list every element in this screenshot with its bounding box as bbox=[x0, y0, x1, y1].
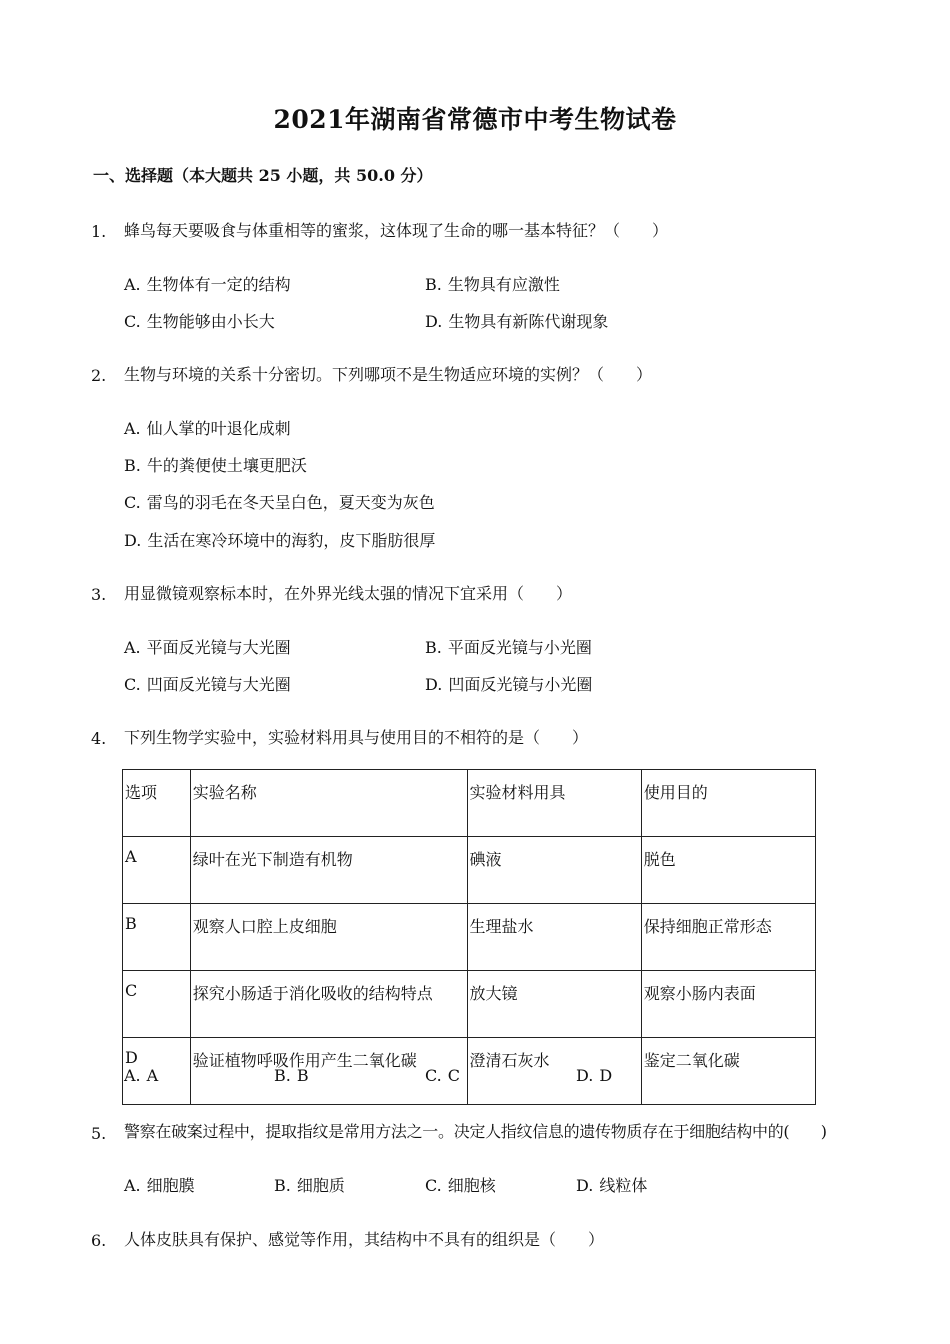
option-c bbox=[124, 672, 291, 695]
table-cell: 鉴定二氧化碳 bbox=[641, 1038, 815, 1105]
option-a bbox=[124, 635, 291, 658]
question-text: 用显微镜观察标本时，在外界光线太强的情况下宜采用（ ） bbox=[124, 584, 573, 603]
table-cell: 生理盐水 bbox=[467, 904, 641, 971]
table-row bbox=[123, 837, 816, 904]
option-text: 凹面反光镜与小光圈 bbox=[448, 675, 593, 694]
option-text: 生物具有新陈代谢现象 bbox=[448, 312, 609, 331]
option-text: A bbox=[146, 1066, 159, 1085]
option-text: 雷鸟的羽毛在冬天呈白色，夏天变为灰色 bbox=[146, 493, 435, 512]
option-d bbox=[124, 528, 435, 551]
option-letter: D. bbox=[576, 1176, 594, 1195]
option-d bbox=[576, 1173, 647, 1196]
option-d bbox=[576, 1066, 612, 1085]
table-row bbox=[123, 904, 816, 971]
option-text: C bbox=[447, 1066, 461, 1085]
table-cell: D bbox=[123, 1038, 191, 1105]
option-a bbox=[124, 1066, 158, 1085]
question-text: 人体皮肤具有保护、感觉等作用，其结构中不具有的组织是（ ） bbox=[124, 1230, 605, 1249]
table-cell: 验证植物呼吸作用产生二氧化碳 bbox=[190, 1038, 467, 1105]
option-text: 线粒体 bbox=[599, 1176, 648, 1195]
option-letter: C. bbox=[124, 493, 141, 512]
table-cell: 脱色 bbox=[641, 837, 815, 904]
experiment-table bbox=[122, 769, 816, 1105]
table-cell: 探究小肠适于消化吸收的结构特点 bbox=[190, 971, 467, 1038]
option-c bbox=[425, 1066, 460, 1085]
option-letter: D. bbox=[425, 675, 443, 694]
option-letter: D. bbox=[425, 312, 443, 331]
option-letter: A. bbox=[124, 1066, 141, 1085]
table-cell: C bbox=[123, 971, 191, 1038]
option-a bbox=[124, 1173, 195, 1196]
section-heading: 一、选择题（本大题共 25 小题，共 50.0 分） bbox=[93, 166, 433, 185]
option-letter: C. bbox=[124, 312, 141, 331]
table-header-cell: 使用目的 bbox=[641, 770, 815, 837]
option-b bbox=[124, 453, 307, 476]
option-b bbox=[274, 1173, 345, 1196]
table-cell: 放大镜 bbox=[467, 971, 641, 1038]
option-a bbox=[124, 272, 291, 295]
option-letter: B. bbox=[425, 638, 442, 657]
option-text: D bbox=[599, 1066, 613, 1085]
option-text: 细胞质 bbox=[296, 1176, 345, 1195]
option-text: 生活在寒冷环境中的海豹，皮下脂肪很厚 bbox=[147, 531, 436, 550]
option-b bbox=[425, 272, 560, 295]
table-header-cell: 选项 bbox=[123, 770, 191, 837]
table-header-cell: 实验名称 bbox=[190, 770, 467, 837]
question-text: 警察在破案过程中，提取指纹是常用方法之一。决定人指纹信息的遗传物质存在于细胞结构中的( ) bbox=[124, 1122, 827, 1141]
option-text: 牛的粪便使土壤更肥沃 bbox=[146, 456, 307, 475]
option-letter: B. bbox=[425, 275, 442, 294]
table-cell: 观察人口腔上皮细胞 bbox=[190, 904, 467, 971]
option-d bbox=[425, 309, 608, 332]
option-letter: C. bbox=[425, 1066, 442, 1085]
option-a bbox=[124, 416, 291, 439]
table-cell: 澄清石灰水 bbox=[467, 1038, 641, 1105]
option-letter: A. bbox=[124, 419, 141, 438]
question-number: 5. bbox=[91, 1124, 107, 1143]
question-number: 2. bbox=[91, 366, 107, 385]
option-letter: C. bbox=[124, 675, 141, 694]
question-number: 4. bbox=[91, 729, 107, 748]
option-c bbox=[124, 309, 275, 332]
option-letter: A. bbox=[124, 638, 141, 657]
option-text: 生物体有一定的结构 bbox=[146, 275, 291, 294]
option-text: 平面反光镜与大光圈 bbox=[146, 638, 291, 657]
option-letter: A. bbox=[124, 275, 141, 294]
question-text: 下列生物学实验中，实验材料用具与使用目的不相符的是（ ） bbox=[124, 728, 589, 747]
question-number: 3. bbox=[91, 585, 107, 604]
option-text: 仙人掌的叶退化成刺 bbox=[146, 419, 291, 438]
option-text: 凹面反光镜与大光圈 bbox=[146, 675, 291, 694]
option-letter: B. bbox=[274, 1176, 291, 1195]
table-row bbox=[123, 1038, 816, 1105]
option-c bbox=[124, 490, 435, 513]
option-text: 生物能够由小长大 bbox=[146, 312, 275, 331]
page-title: 2021年湖南省常德市中考生物试卷 bbox=[273, 105, 677, 134]
option-letter: B. bbox=[124, 456, 141, 475]
option-b bbox=[274, 1066, 309, 1085]
option-letter: D. bbox=[124, 531, 142, 550]
question-text: 蜂鸟每天要吸食与体重相等的蜜浆，这体现了生命的哪一基本特征？（ ） bbox=[124, 221, 669, 240]
option-b bbox=[425, 635, 592, 658]
table-cell: 保持细胞正常形态 bbox=[641, 904, 815, 971]
option-letter: D. bbox=[576, 1066, 594, 1085]
option-text: 细胞核 bbox=[447, 1176, 496, 1195]
table-row bbox=[123, 971, 816, 1038]
option-letter: C. bbox=[425, 1176, 442, 1195]
option-d bbox=[425, 672, 592, 695]
option-text: B bbox=[296, 1066, 309, 1085]
table-cell: B bbox=[123, 904, 191, 971]
option-text: 生物具有应激性 bbox=[447, 275, 560, 294]
option-text: 细胞膜 bbox=[146, 1176, 195, 1195]
question-text: 生物与环境的关系十分密切。下列哪项不是生物适应环境的实例？（ ） bbox=[124, 365, 653, 384]
option-c bbox=[425, 1173, 496, 1196]
question-number: 6. bbox=[91, 1231, 107, 1250]
table-cell: 碘液 bbox=[467, 837, 641, 904]
table-cell: 绿叶在光下制造有机物 bbox=[190, 837, 467, 904]
question-number: 1. bbox=[91, 222, 107, 241]
option-text: 平面反光镜与小光圈 bbox=[447, 638, 592, 657]
table-cell: 观察小肠内表面 bbox=[641, 971, 815, 1038]
option-letter: A. bbox=[124, 1176, 141, 1195]
option-letter: B. bbox=[274, 1066, 291, 1085]
table-header-cell: 实验材料用具 bbox=[467, 770, 641, 837]
table-header-row bbox=[123, 770, 816, 837]
table-cell: A bbox=[123, 837, 191, 904]
